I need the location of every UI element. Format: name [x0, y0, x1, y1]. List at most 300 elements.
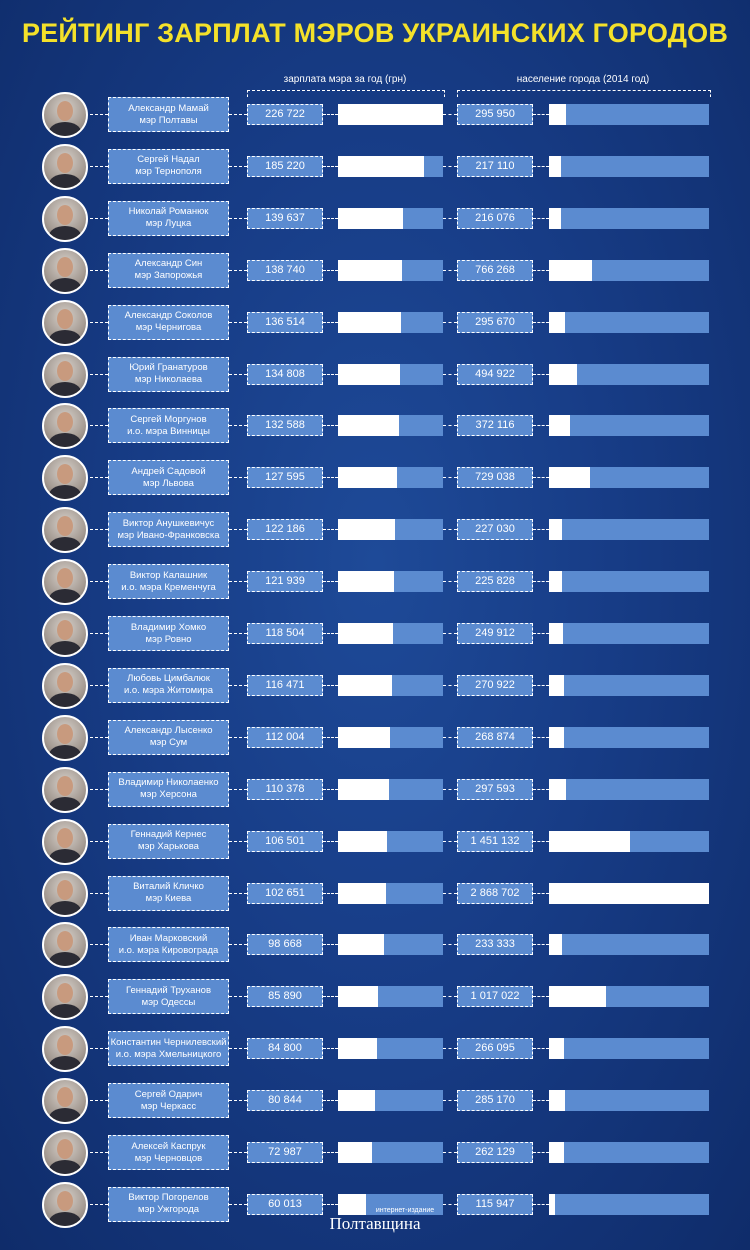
connector-line — [443, 737, 457, 738]
connector-line — [533, 114, 549, 115]
salary-value: 136 514 — [247, 312, 323, 333]
mayor-position: мэр Луцка — [145, 218, 192, 230]
population-value: 233 333 — [457, 934, 533, 955]
salary-bar-track — [338, 986, 443, 1007]
mayor-name: Геннадий Кернес — [130, 829, 207, 841]
population-value: 2 868 702 — [457, 883, 533, 904]
salary-value: 112 004 — [247, 727, 323, 748]
mayor-name-box — [108, 1083, 229, 1118]
population-bar-track — [549, 1142, 709, 1163]
mayor-name: Иван Марковский — [129, 932, 208, 944]
mayor-position: мэр Сум — [149, 737, 188, 749]
mayor-row — [0, 1078, 750, 1124]
mayor-photo — [42, 455, 88, 501]
salary-bar — [338, 779, 389, 800]
mayor-name-box — [108, 564, 229, 599]
population-bar-track — [549, 571, 709, 592]
footer-subtitle: интернет-издание — [375, 1207, 435, 1214]
connector-line — [90, 218, 108, 219]
population-bar — [549, 208, 561, 229]
population-bar-track — [549, 934, 709, 955]
mayor-photo — [42, 1026, 88, 1072]
mayor-photo — [42, 1078, 88, 1124]
salary-bar — [338, 831, 387, 852]
connector-line — [229, 841, 247, 842]
population-bar — [549, 364, 577, 385]
salary-bar-track — [338, 156, 443, 177]
salary-bar — [338, 1142, 372, 1163]
salary-bar — [338, 675, 392, 696]
connector-line — [323, 529, 338, 530]
connector-line — [323, 685, 338, 686]
connector-line — [90, 322, 108, 323]
connector-line — [323, 1204, 338, 1205]
connector-line — [323, 737, 338, 738]
salary-bar-track — [338, 727, 443, 748]
connector-line — [90, 581, 108, 582]
mayor-photo — [42, 819, 88, 865]
connector-line — [229, 477, 247, 478]
connector-line — [229, 685, 247, 686]
connector-line — [323, 1100, 338, 1101]
salary-bar — [338, 623, 393, 644]
population-bar-track — [549, 779, 709, 800]
connector-line — [229, 996, 247, 997]
connector-line — [533, 944, 549, 945]
connector-line — [323, 581, 338, 582]
connector-line — [229, 374, 247, 375]
mayor-name-box — [108, 408, 229, 443]
mayor-row — [0, 507, 750, 553]
connector-line — [533, 685, 549, 686]
population-value: 1 017 022 — [457, 986, 533, 1007]
mayor-row — [0, 974, 750, 1020]
salary-bar — [338, 727, 390, 748]
connector-line — [229, 270, 247, 271]
connector-line — [443, 114, 457, 115]
connector-line — [90, 477, 108, 478]
mayor-row — [0, 715, 750, 761]
population-value: 249 912 — [457, 623, 533, 644]
population-bar — [549, 934, 562, 955]
population-bar — [549, 571, 562, 592]
mayor-position: мэр Херсона — [140, 789, 197, 801]
connector-line — [323, 218, 338, 219]
connector-line — [443, 789, 457, 790]
connector-line — [323, 944, 338, 945]
connector-line — [443, 374, 457, 375]
mayor-name-box — [108, 927, 229, 962]
mayor-photo — [42, 663, 88, 709]
mayor-name: Виктор Анушкевичус — [122, 517, 215, 529]
mayor-name: Николай Романюк — [128, 206, 209, 218]
population-bar — [549, 779, 566, 800]
connector-line — [533, 166, 549, 167]
mayor-name: Виктор Погорелов — [128, 1192, 209, 1204]
salary-bar-track — [338, 623, 443, 644]
salary-bar — [338, 519, 395, 540]
population-bar-track — [549, 208, 709, 229]
connector-line — [443, 893, 457, 894]
salary-value: 85 890 — [247, 986, 323, 1007]
mayor-position: мэр Тернополя — [135, 166, 202, 178]
connector-line — [90, 425, 108, 426]
connector-line — [229, 737, 247, 738]
population-value: 115 947 — [457, 1194, 533, 1215]
mayor-name: Любовь Цимбалюк — [127, 673, 210, 685]
population-bar-track — [549, 364, 709, 385]
population-value: 372 116 — [457, 415, 533, 436]
population-bar — [549, 312, 565, 333]
salary-bar-track — [338, 675, 443, 696]
mayor-name: Сергей Одарич — [134, 1088, 203, 1100]
salary-value: 185 220 — [247, 156, 323, 177]
connector-line — [229, 322, 247, 323]
mayor-name-box — [108, 1135, 229, 1170]
salary-bar-track — [338, 1142, 443, 1163]
connector-line — [443, 944, 457, 945]
mayor-position: и.о. мэра Хмельницкого — [115, 1048, 222, 1060]
salary-bar — [338, 467, 397, 488]
connector-line — [229, 633, 247, 634]
mayor-position: мэр Черкасс — [140, 1100, 197, 1112]
salary-bar-track — [338, 779, 443, 800]
mayor-row — [0, 1130, 750, 1176]
population-value: 295 950 — [457, 104, 533, 125]
mayor-photo — [42, 922, 88, 968]
mayor-photo — [42, 92, 88, 138]
connector-line — [90, 893, 108, 894]
salary-bar — [338, 208, 403, 229]
connector-line — [90, 633, 108, 634]
population-bar-track — [549, 260, 709, 281]
connector-line — [443, 1048, 457, 1049]
mayor-name: Константин Чернилевский — [110, 1036, 227, 1048]
salary-bar — [338, 986, 378, 1007]
connector-line — [533, 529, 549, 530]
salary-bar — [338, 104, 443, 125]
connector-line — [443, 166, 457, 167]
mayor-position: мэр Николаева — [134, 374, 203, 385]
connector-line — [90, 114, 108, 115]
population-bar — [549, 467, 590, 488]
mayor-position: мэр Ивано-Франковска — [117, 529, 220, 541]
population-bar-track — [549, 831, 709, 852]
mayor-photo — [42, 715, 88, 761]
mayor-row — [0, 922, 750, 968]
salary-bar — [338, 415, 399, 436]
mayor-name-box — [108, 1031, 229, 1066]
connector-line — [323, 270, 338, 271]
salary-bar-track — [338, 467, 443, 488]
mayor-position: мэр Ужгорода — [137, 1204, 200, 1216]
salary-bar-track — [338, 260, 443, 281]
connector-line — [443, 1204, 457, 1205]
footer-logo — [0, 1207, 750, 1234]
connector-line — [323, 893, 338, 894]
mayor-name: Виктор Калашник — [129, 569, 208, 581]
salary-bar-track — [338, 883, 443, 904]
mayor-position: мэр Черновцов — [134, 1152, 203, 1164]
connector-line — [323, 322, 338, 323]
connector-line — [323, 477, 338, 478]
mayor-row — [0, 403, 750, 449]
connector-line — [533, 1152, 549, 1153]
connector-line — [229, 166, 247, 167]
mayor-name: Алексей Каспрук — [131, 1140, 206, 1152]
connector-line — [443, 322, 457, 323]
connector-line — [90, 1100, 108, 1101]
mayor-position: мэр Полтавы — [139, 114, 198, 126]
salary-value: 116 471 — [247, 675, 323, 696]
connector-line — [323, 114, 338, 115]
salary-bar — [338, 312, 401, 333]
mayor-row — [0, 352, 750, 398]
salary-bar-track — [338, 208, 443, 229]
connector-line — [443, 633, 457, 634]
mayor-position: мэр Львова — [143, 477, 194, 489]
mayor-name-box — [108, 97, 229, 132]
mayor-photo — [42, 1130, 88, 1176]
population-value: 1 451 132 — [457, 831, 533, 852]
connector-line — [323, 633, 338, 634]
connector-line — [533, 737, 549, 738]
mayor-name: Александр Лысенко — [124, 725, 213, 737]
connector-line — [533, 218, 549, 219]
population-bar — [549, 1142, 564, 1163]
salary-value: 84 800 — [247, 1038, 323, 1059]
population-bar — [549, 415, 570, 436]
connector-line — [533, 425, 549, 426]
salary-value: 60 013 — [247, 1194, 323, 1215]
population-bar — [549, 727, 564, 748]
mayor-name-box — [108, 305, 229, 340]
salary-bar — [338, 364, 400, 385]
connector-line — [533, 633, 549, 634]
salary-bar — [338, 260, 402, 281]
connector-line — [229, 1152, 247, 1153]
salary-bar — [338, 934, 384, 955]
mayor-name-box — [108, 460, 229, 495]
page-title: РЕЙТИНГ ЗАРПЛАТ МЭРОВ УКРАИНСКИХ ГОРОДОВ — [21, 18, 729, 48]
salary-bar-track — [338, 1090, 443, 1111]
connector-line — [443, 1152, 457, 1153]
mayor-position: мэр Киева — [145, 893, 192, 904]
mayor-name: Владимир Николаенко — [118, 777, 219, 789]
salary-value: 134 808 — [247, 364, 323, 385]
salary-bar-track — [338, 934, 443, 955]
footer-brand: Полтавщина — [329, 1214, 421, 1233]
connector-line — [533, 581, 549, 582]
mayor-name-box — [108, 616, 229, 651]
population-bar — [549, 831, 630, 852]
population-bar-track — [549, 519, 709, 540]
mayor-photo — [42, 196, 88, 242]
mayor-position: и.о. мэра Кировограда — [118, 944, 219, 956]
connector-line — [90, 270, 108, 271]
connector-line — [323, 1048, 338, 1049]
mayor-row — [0, 611, 750, 657]
population-bar-track — [549, 156, 709, 177]
connector-line — [443, 529, 457, 530]
mayor-photo — [42, 352, 88, 398]
salary-value: 226 722 — [247, 104, 323, 125]
mayor-position: мэр Одессы — [141, 996, 196, 1008]
salary-bar-track — [338, 364, 443, 385]
mayor-name: Сергей Надал — [137, 154, 200, 166]
population-bar — [549, 675, 564, 696]
population-value: 266 095 — [457, 1038, 533, 1059]
salary-bar-track — [338, 104, 443, 125]
mayor-photo — [42, 974, 88, 1020]
mayor-row — [0, 92, 750, 138]
connector-line — [533, 841, 549, 842]
connector-line — [533, 789, 549, 790]
mayor-photo — [42, 611, 88, 657]
population-value: 270 922 — [457, 675, 533, 696]
population-bar-track — [549, 415, 709, 436]
connector-line — [533, 1100, 549, 1101]
connector-line — [533, 1048, 549, 1049]
connector-line — [443, 581, 457, 582]
connector-line — [323, 841, 338, 842]
salary-value: 118 504 — [247, 623, 323, 644]
population-bar-track — [549, 104, 709, 125]
salary-bar — [338, 1038, 377, 1059]
connector-line — [533, 1204, 549, 1205]
mayor-row — [0, 248, 750, 294]
connector-line — [533, 477, 549, 478]
population-bar-track — [549, 986, 709, 1007]
salary-bar-track — [338, 571, 443, 592]
salary-bar-track — [338, 519, 443, 540]
salary-bar — [338, 883, 386, 904]
salary-bar-track — [338, 1038, 443, 1059]
population-bar-track — [549, 883, 709, 904]
population-value: 494 922 — [457, 364, 533, 385]
connector-line — [323, 425, 338, 426]
connector-line — [90, 529, 108, 530]
population-bar-track — [549, 1038, 709, 1059]
mayor-position: мэр Харькова — [138, 841, 199, 853]
connector-line — [323, 996, 338, 997]
salary-value: 122 186 — [247, 519, 323, 540]
mayor-position: и.о. мэра Житомира — [123, 685, 214, 697]
population-bar — [549, 883, 709, 904]
connector-line — [323, 1152, 338, 1153]
connector-line — [443, 218, 457, 219]
connector-line — [90, 996, 108, 997]
mayor-name: Александр Соколов — [124, 310, 213, 322]
connector-line — [229, 1048, 247, 1049]
mayor-position: и.о. мэра Кременчуга — [121, 581, 216, 593]
mayor-name-box — [108, 149, 229, 184]
mayor-photo — [42, 871, 88, 917]
population-value: 297 593 — [457, 779, 533, 800]
salary-value: 139 637 — [247, 208, 323, 229]
population-value: 766 268 — [457, 260, 533, 281]
mayor-photo — [42, 507, 88, 553]
mayor-name-box — [108, 876, 229, 911]
population-bar-track — [549, 727, 709, 748]
mayor-name: Сергей Моргунов — [130, 413, 207, 425]
connector-line — [90, 1048, 108, 1049]
connector-line — [533, 374, 549, 375]
connector-line — [229, 944, 247, 945]
connector-line — [443, 425, 457, 426]
population-value: 262 129 — [457, 1142, 533, 1163]
salary-value: 138 740 — [247, 260, 323, 281]
population-bar — [549, 104, 566, 125]
mayor-row — [0, 767, 750, 813]
population-value: 225 828 — [457, 571, 533, 592]
salary-value: 127 595 — [247, 467, 323, 488]
mayor-name-box — [108, 979, 229, 1014]
population-bar — [549, 1090, 565, 1111]
mayor-photo — [42, 144, 88, 190]
population-column-header: население города (2014 год) — [516, 74, 650, 85]
population-bar-track — [549, 675, 709, 696]
population-bar — [549, 623, 563, 644]
connector-line — [90, 685, 108, 686]
population-bar — [549, 1038, 564, 1059]
population-value: 729 038 — [457, 467, 533, 488]
mayor-name: Андрей Садовой — [131, 465, 206, 477]
connector-line — [443, 270, 457, 271]
population-bar — [549, 519, 562, 540]
salary-value: 98 668 — [247, 934, 323, 955]
salary-column-header: зарплата мэра за год (грн) — [283, 74, 407, 85]
mayor-name: Владимир Хомко — [130, 621, 207, 633]
connector-line — [229, 425, 247, 426]
mayor-name: Александр Мамай — [128, 102, 209, 114]
connector-line — [443, 477, 457, 478]
connector-line — [323, 166, 338, 167]
mayor-row — [0, 559, 750, 605]
salary-bar-track — [338, 312, 443, 333]
connector-line — [229, 581, 247, 582]
connector-line — [90, 737, 108, 738]
mayor-name-box — [108, 201, 229, 236]
salary-value: 72 987 — [247, 1142, 323, 1163]
salary-value: 80 844 — [247, 1090, 323, 1111]
population-bar — [549, 260, 592, 281]
mayor-name: Геннадий Труханов — [125, 984, 212, 996]
connector-line — [323, 374, 338, 375]
population-bar-track — [549, 1090, 709, 1111]
salary-value: 106 501 — [247, 831, 323, 852]
connector-line — [90, 1204, 108, 1205]
salary-bar-track — [338, 415, 443, 436]
mayor-row — [0, 663, 750, 709]
mayor-position: мэр Чернигова — [135, 322, 202, 334]
mayor-name-box — [108, 357, 229, 392]
salary-value: 102 651 — [247, 883, 323, 904]
connector-line — [229, 218, 247, 219]
mayor-photo — [42, 403, 88, 449]
mayor-row — [0, 144, 750, 190]
connector-line — [90, 374, 108, 375]
mayor-name-box — [108, 253, 229, 288]
connector-line — [323, 789, 338, 790]
mayor-photo — [42, 559, 88, 605]
population-value: 216 076 — [457, 208, 533, 229]
population-value: 285 170 — [457, 1090, 533, 1111]
connector-line — [90, 1152, 108, 1153]
connector-line — [90, 789, 108, 790]
mayor-row — [0, 300, 750, 346]
connector-line — [229, 1100, 247, 1101]
